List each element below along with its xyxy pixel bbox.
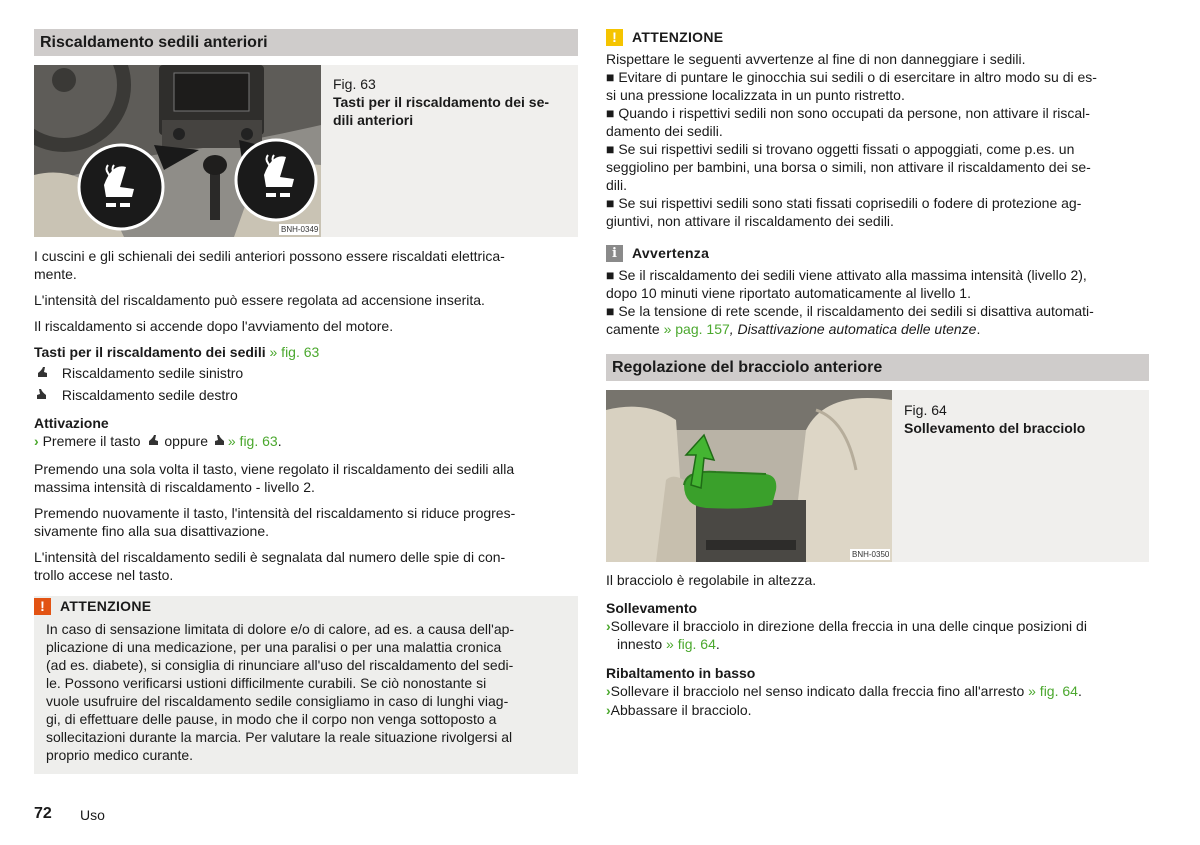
down-text-1: Sollevare il bracciolo nel senso indicato dalla freccia fino all'arresto: [610, 683, 1025, 699]
lift-fig-link[interactable]: » fig. 64: [666, 636, 716, 652]
warning-line: le. Possono verificarsi ustioni difficilmente curabili. Se ciò nonostante si: [46, 675, 487, 691]
chapter-name: Uso: [80, 807, 105, 823]
figure-63-number: Fig. 63: [333, 76, 376, 92]
note-line-1: ■ Se il riscaldamento dei sedili viene attivato alla massima intensità (livello 2),: [606, 267, 1087, 283]
note-line-4-start: camente: [606, 321, 660, 337]
warning-line: vuole usufruire del riscaldamento sedile consigliamo in caso di lunghi viag-: [46, 693, 509, 709]
section-title-seat-heating: Riscaldamento sedili anteriori: [34, 29, 578, 56]
figure-64-number: Fig. 64: [904, 402, 947, 418]
warning-icon: !: [34, 598, 51, 615]
warning-line: plicazione di una medicazione, per una paralisi o per una malattia cronica: [46, 639, 502, 655]
paragraph-intensity: L'intensità del riscaldamento può essere regolata ad accensione inserita.: [34, 292, 485, 308]
warning-line: proprio medico curante.: [46, 747, 194, 763]
lift-text-1: Sollevare il bracciolo in direzione della freccia in una delle cinque posizioni di: [610, 618, 1087, 634]
seat-right-label: Riscaldamento sedile destro: [61, 387, 238, 403]
paragraph-once-1: Premendo una sola volta il tasto, viene regolato il riscaldamento dei sedili alla: [34, 461, 515, 477]
attention-line: ■ Quando i rispettivi sedili non sono occupati da persone, non attivare il riscal-: [606, 105, 1090, 121]
activation-step-arrow: ›: [34, 433, 39, 449]
attention-text: [606, 50, 1149, 230]
down-step-arrow-1: ›: [606, 683, 611, 699]
lift-heading: Sollevamento: [606, 600, 698, 616]
attention-line: damento dei sedili.: [606, 123, 723, 139]
intro-line-2: mente.: [34, 266, 77, 282]
note-line-4: [606, 320, 980, 338]
activation-row: [34, 432, 282, 451]
section-title-armrest: Regolazione del bracciolo anteriore: [606, 354, 1149, 381]
attention-line: Rispettare le seguenti avvertenze al fine di non danneggiare i sedili.: [606, 51, 1026, 67]
warning-line: In caso di sensazione limitata di dolore e/o di calore, ad es. a causa dell'ap-: [46, 621, 515, 637]
lift-text-2: innesto: [617, 636, 663, 652]
figure-63-caption-line2: dili anteriori: [333, 112, 414, 128]
attention-line: si una pressione localizzata in un punto ristretto.: [606, 87, 905, 103]
seat-heat-right-inline-icon: [212, 433, 228, 451]
seat-left-row: [34, 364, 243, 383]
intro-line-1: I cuscini e gli schienali dei sedili anteriori possono essere riscaldati elettrica-: [34, 248, 505, 264]
seat-heat-left-inline-icon: [145, 433, 161, 451]
buttons-heading: Tasti per il riscaldamento dei sedili: [34, 344, 266, 360]
activation-heading: Attivazione: [34, 415, 109, 431]
seat-heat-left-icon: [34, 365, 50, 383]
activation-end: .: [277, 433, 282, 449]
page-number: 72: [34, 805, 52, 822]
attention-line: giuntivi, non attivare il riscaldamento dei sedili.: [606, 213, 894, 229]
paragraph-adjustable: Il bracciolo è regolabile in altezza.: [606, 572, 817, 588]
warning-title: ATTENZIONE: [60, 598, 152, 614]
figure-63-code: BNH-0349: [281, 225, 319, 234]
note-line-4-end: .: [976, 321, 981, 337]
down-text-2: Abbassare il bracciolo.: [610, 702, 752, 718]
buttons-heading-row: [34, 343, 319, 361]
note-title: Avvertenza: [632, 245, 710, 261]
warning-text: [46, 620, 571, 764]
note-line-3: ■ Se la tensione di rete scende, il riscaldamento dei sedili si disattiva automati-: [606, 303, 1094, 319]
warning-line: (ad es. diabete), si consiglia di rinunciare all'uso del riscaldamento del sedi-: [46, 657, 514, 673]
lift-step-arrow: ›: [606, 618, 611, 634]
seat-left-label: Riscaldamento sedile sinistro: [61, 365, 244, 381]
note-line-2: dopo 10 minuti viene riportato automaticamente al livello 1.: [606, 285, 971, 301]
attention-line: dili.: [606, 177, 628, 193]
down-step-arrow-2: ›: [606, 702, 611, 718]
warning-line: gi, di effettuare delle pause, in modo che il corpo non venga sottoposto a: [46, 711, 497, 727]
lift-row-1: [606, 617, 1087, 635]
note-page-link[interactable]: » pag. 157: [663, 321, 730, 337]
seat-heat-right-icon: [34, 387, 50, 405]
seat-right-row: [34, 386, 238, 405]
down-end-1: .: [1077, 683, 1082, 699]
figure-64-image: [606, 390, 892, 562]
buttons-fig-link[interactable]: » fig. 63: [269, 344, 320, 360]
activation-or: oppure: [164, 433, 208, 449]
attention-line: seggiolino per bambini, una borsa o simili, non attivare il riscaldamento dei se-: [606, 159, 1091, 175]
figure-64-caption: Sollevamento del bracciolo: [904, 420, 1086, 436]
note-italic-ref: , Disattivazione automatica delle utenze: [729, 321, 977, 337]
paragraph-lights-2: trollo accese nel tasto.: [34, 567, 174, 583]
down-row-2: [606, 701, 752, 719]
attention-line: ■ Evitare di puntare le ginocchia sui sedili o di esercitare in altro modo su di es-: [606, 69, 1097, 85]
down-fig-link[interactable]: » fig. 64: [1028, 683, 1078, 699]
attention-title: ATTENZIONE: [632, 29, 724, 45]
figure-63-image: [34, 65, 321, 237]
lift-end: .: [715, 636, 720, 652]
down-heading: Ribaltamento in basso: [606, 665, 756, 681]
attention-line: ■ Se sui rispettivi sedili si trovano oggetti fissati o appoggiati, come p.es. un: [606, 141, 1075, 157]
paragraph-once-2: massima intensità di riscaldamento - livello 2.: [34, 479, 315, 495]
figure-63-caption-line1: Tasti per il riscaldamento dei se-: [333, 94, 550, 110]
activation-text: Premere il tasto: [42, 433, 141, 449]
paragraph-lights-1: L'intensità del riscaldamento sedili è segnalata dal numero delle spie di con-: [34, 549, 506, 565]
attention-line: ■ Se sui rispettivi sedili sono stati fissati coprisedili o fodere di protezione ag-: [606, 195, 1082, 211]
info-icon: i: [606, 245, 623, 262]
paragraph-again-1: Premendo nuovamente il tasto, l'intensità del riscaldamento si riduce progres-: [34, 505, 516, 521]
activation-fig-link[interactable]: » fig. 63: [227, 433, 278, 449]
figure-64-code: BNH-0350: [852, 550, 890, 559]
lift-row-2: [617, 635, 720, 653]
down-row-1: [606, 682, 1082, 700]
paragraph-engine: Il riscaldamento si accende dopo l'avviamento del motore.: [34, 318, 394, 334]
paragraph-again-2: sivamente fino alla sua disattivazione.: [34, 523, 270, 539]
warning-line: sollecitazioni durante la marcia. Per valutare la reale situazione rivolgersi al: [46, 729, 513, 745]
attention-icon: !: [606, 29, 623, 46]
